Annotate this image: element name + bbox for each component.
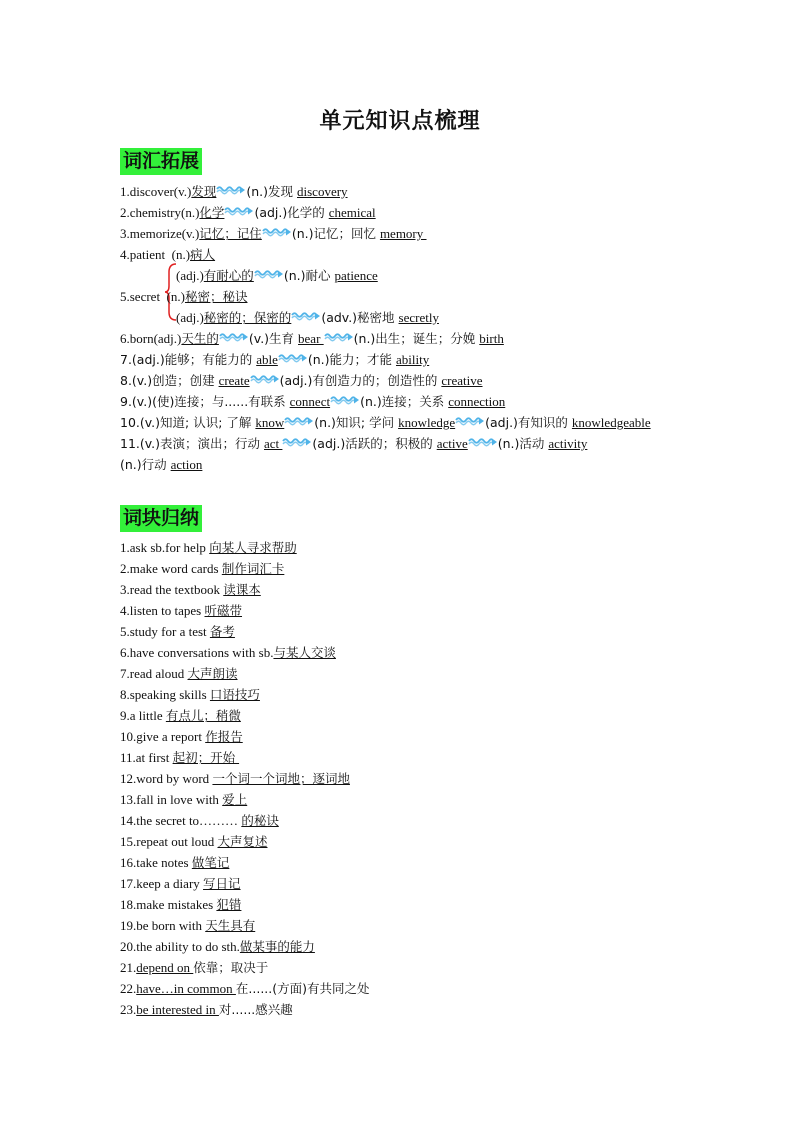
phrase-item: 12.word by word 一个词一个词地；逐词地 xyxy=(120,771,350,786)
arrow-icon xyxy=(219,332,249,342)
arrow-icon xyxy=(284,416,314,426)
vocab-line-11: 11.(v.)表演；演出；行动 act (adj.)活跃的；积极的 active (n.)活动 activity xyxy=(120,436,588,451)
arrow-icon xyxy=(250,374,280,384)
vocab-line-5: 5.secret (n.)秘密；秘诀 xyxy=(120,289,248,304)
vocab-line-6: 6.born(adj.)天生的 (v.)生育 bear (n.)出生；诞生；分娩 birth xyxy=(120,331,504,346)
phrase-item: 16.take notes 做笔记 xyxy=(120,855,230,870)
phrase-item: 14.the secret to……… 的秘诀 xyxy=(120,813,279,828)
arrow-icon xyxy=(455,416,485,426)
vocab-line-8: 8.(v.)创造；创建 create (adj.)有创造力的；创造性的 creative xyxy=(120,373,483,388)
phrase-item: 17.keep a diary 写日记 xyxy=(120,876,241,891)
vocab-line-1: 1.discover(v.)发现 (n.)发现 discovery xyxy=(120,184,348,199)
vocab-line-5c: (adj.)秘密的；保密的 (adv.)秘密地 secretly xyxy=(176,310,439,325)
vocab-line-2: 2.chemistry(n.)化学 (adj.)化学的 chemical xyxy=(120,205,376,220)
arrow-icon xyxy=(324,332,354,342)
arrow-icon xyxy=(254,269,284,279)
arrow-icon xyxy=(330,395,360,405)
phrase-item: 8.speaking skills 口语技巧 xyxy=(120,687,260,702)
phrase-item: 1.ask sb.for help 向某人寻求帮助 xyxy=(120,540,297,555)
arrow-icon xyxy=(216,185,246,195)
phrase-item: 11.at first 起初；开始 xyxy=(120,750,240,765)
vocab-line-12: (n.)行动 action xyxy=(120,457,203,472)
phrase-item: 21.depend on 依靠；取决于 xyxy=(120,960,269,975)
phrase-item: 19.be born with 天生具有 xyxy=(120,918,256,933)
page-title: 单元知识点梳理 xyxy=(319,109,481,134)
phrase-item: 15.repeat out loud 大声复述 xyxy=(120,834,268,849)
vocab-line-4: 4.patient (n.)病人 xyxy=(120,247,216,262)
arrow-icon xyxy=(291,311,321,321)
phrase-item: 3.read the textbook 读课本 xyxy=(120,582,261,597)
phrase-item: 2.make word cards 制作词汇卡 xyxy=(120,561,285,576)
arrow-icon xyxy=(224,206,254,216)
arrow-icon xyxy=(278,353,308,363)
arrow-icon xyxy=(468,437,498,447)
phrase-item: 10.give a report 作报告 xyxy=(120,729,243,744)
phrase-item: 9.a little 有点儿；稍微 xyxy=(120,708,241,723)
section-heading-phrases: 词块归纳 xyxy=(120,505,202,532)
section-heading-vocabulary: 词汇拓展 xyxy=(120,148,202,175)
vocab-line-7: 7.(adj.)能够；有能力的 able (n.)能力；才能 ability xyxy=(120,352,430,367)
phrase-item: 22.have…in common 在......(方面)有共同之处 xyxy=(120,981,370,996)
phrase-item: 6.have conversations with sb.与某人交谈 xyxy=(120,645,336,660)
vocab-line-5a: (adj.)有耐心的 (n.)耐心 patience xyxy=(176,268,378,283)
vocab-line-3: 3.memorize(v.)记忆；记住 (n.)记忆；回忆 memory xyxy=(120,226,427,241)
vocab-line-10: 10.(v.)知道; 认识; 了解 know (n.)知识; 学问 knowledge (adj.)有知识的 knowledgeable xyxy=(120,415,651,430)
phrase-item: 4.listen to tapes 听磁带 xyxy=(120,603,243,618)
phrase-item: 20.the ability to do sth.做某事的能力 xyxy=(120,939,315,954)
phrase-item: 13.fall in love with 爱上 xyxy=(120,792,248,807)
phrase-item: 5.study for a test 备考 xyxy=(120,624,235,639)
vocab-line-9: 9.(v.)(使)连接；与......有联系 connect (n.)连接；关系 connection xyxy=(120,394,506,409)
phrase-item: 7.read aloud 大声朗读 xyxy=(120,666,238,681)
arrow-icon xyxy=(262,227,292,237)
phrase-item: 23.be interested in 对......感兴趣 xyxy=(120,1002,293,1017)
arrow-icon xyxy=(282,437,312,447)
phrase-item: 18.make mistakes 犯错 xyxy=(120,897,242,912)
